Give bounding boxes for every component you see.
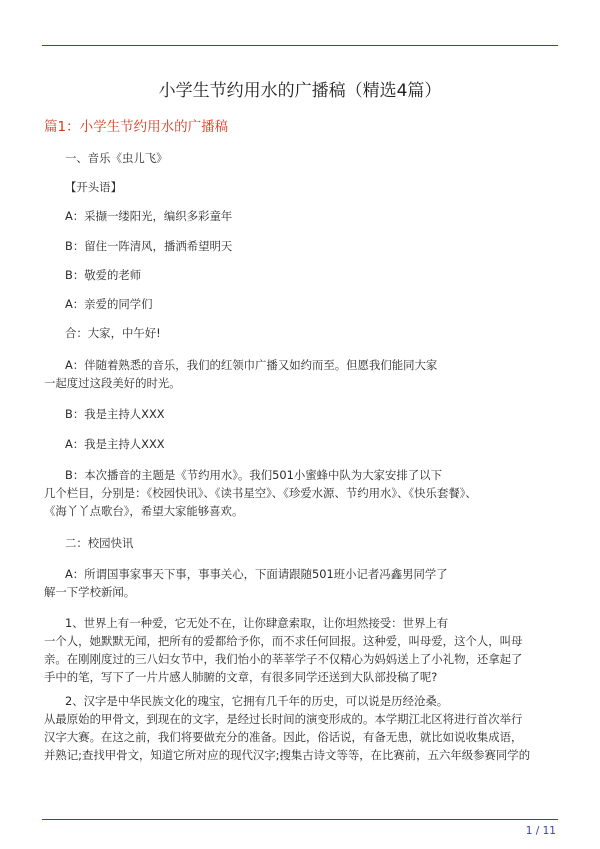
text-line: 一个人，她默默无闻，把所有的爱都给予你，而不求任何回报。这种爱，叫母爱，这个人，叫母 [44, 634, 523, 648]
text-line: B：本次播音的主题是《节约用水》。我们501小蜜蜂中队为大家安排了以下 [65, 468, 442, 482]
text-line: A：亲爱的同学们 [65, 297, 153, 311]
text-line: 解一下学校新闻。 [44, 585, 136, 599]
text-line: 汉字大赛。在这之前，我们将要做充分的准备。因此，俗话说，有备无患，就比如说收集成语， [44, 730, 523, 744]
text-line: B：敬爱的老师 [65, 268, 142, 282]
text-line: 1、世界上有一种爱，它无处不在，让你肆意索取，让你坦然接受：世界上有 [65, 616, 449, 630]
text-line: 二：校园快讯 [65, 536, 134, 550]
text-line: 【开头语】 [65, 180, 122, 194]
document-title: 小学生节约用水的广播稿（精选4篇） [158, 81, 442, 101]
text-line: 并熟记;查找甲骨文，知道它所对应的现代汉字;搜集古诗文等等，在比赛前，五六年级参赛同学的 [44, 748, 531, 762]
text-line: 合：大家，中午好! [65, 326, 161, 340]
text-line: B：我是主持人XXX [65, 407, 165, 421]
text-line: 一起度过这段美好的时光。 [44, 376, 181, 390]
text-line: 几个栏目，分别是：《校园快讯》、《读书星空》、《珍爱水源、节约用水》、《快乐套餐》、 [44, 486, 477, 500]
text-line: B：留住一阵清风，播洒希望明天 [65, 239, 233, 253]
text-line: 一、音乐《虫儿飞》 [65, 151, 168, 165]
top-rule [42, 45, 558, 46]
text-line: 从最原始的甲骨文，到现在的文字，是经过长时间的演变形成的。本学期江北区将进行首次举行 [44, 712, 523, 726]
text-line: 2、汉字是中华民族文化的瑰宝，它拥有几千年的历史，可以说是历经沧桑。 [65, 694, 449, 708]
bottom-rule [42, 819, 558, 820]
text-line: 亲。在刚刚度过的三八妇女节中，我们怡小的莘莘学子不仅精心为妈妈送上了小礼物，还拿起了 [44, 652, 523, 666]
page-indicator: 1 / 11 [525, 825, 556, 837]
text-line: 手中的笔，写下了一片片感人肺腑的文章，有很多同学还送到大队部投稿了呢? [44, 670, 438, 684]
text-line: A：我是主持人XXX [65, 437, 165, 451]
text-line: A：所谓国事家事天下事，事事关心，下面请跟随501班小记者冯鑫男同学了 [65, 567, 448, 581]
section-heading: 篇1：小学生节约用水的广播稿 [44, 119, 229, 135]
text-line: 《海丫丫点歌台》，希望大家能够喜欢。 [44, 504, 244, 518]
text-line: A：采撷一缕阳光，编织多彩童年 [65, 209, 233, 223]
text-line: A：伴随着熟悉的音乐，我们的红领巾广播又如约而至。但愿我们能同大家 [65, 358, 438, 372]
